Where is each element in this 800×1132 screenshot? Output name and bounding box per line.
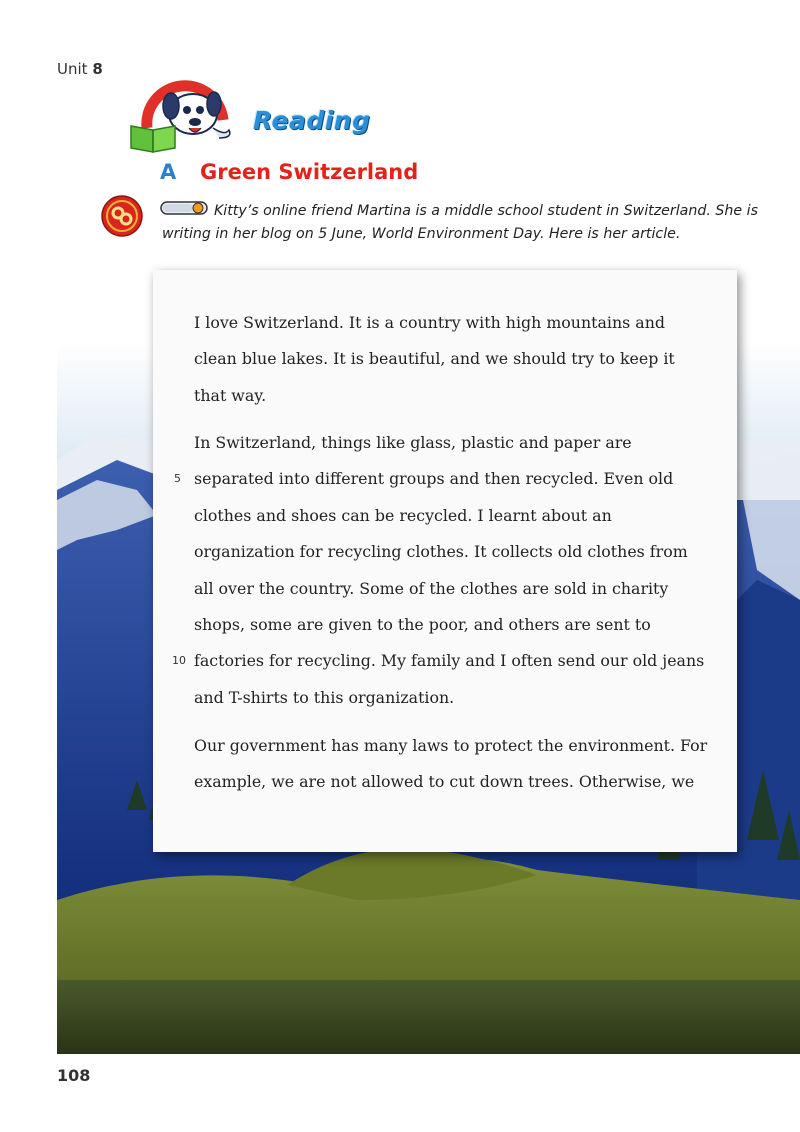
section-letter: A xyxy=(160,160,177,184)
audio-cd-icon[interactable] xyxy=(100,194,144,238)
intro-text: Kitty’s online friend Martina is a middle school student in Switzerland. She is writing in her blog on 5 June, World Environment Day. Here is her article. xyxy=(162,203,758,242)
unit-label-text: Unit xyxy=(57,60,88,78)
paragraph-line: and T-shirts to this organization. xyxy=(194,687,455,707)
paragraph-line: shops, some are given to the poor, and others are sent to xyxy=(194,614,651,634)
article-title: Green Switzerland xyxy=(200,160,419,184)
paragraph-2 xyxy=(194,425,714,716)
paragraph-line: organization for recycling clothes. It collects old clothes from xyxy=(194,542,688,562)
paragraph-line: In Switzerland, things like glass, plastic and paper are xyxy=(194,433,632,452)
paragraph-1 xyxy=(194,305,714,414)
line-number: 5 xyxy=(174,472,181,485)
paragraph-line: example, we are not allowed to cut down trees. Otherwise, we xyxy=(194,772,695,792)
paragraph-line: Our government has many laws to protect the environment. For xyxy=(194,736,708,755)
paragraph-line: clean blue lakes. It is beautiful, and we should try to keep it xyxy=(194,349,675,369)
unit-number: 8 xyxy=(92,60,103,78)
paragraph-line: that way. xyxy=(194,385,267,405)
open-book-icon xyxy=(131,126,175,152)
reading-logo xyxy=(125,70,235,160)
unit-label xyxy=(57,60,103,78)
section-heading: Reading xyxy=(253,106,371,135)
paragraph-3 xyxy=(194,728,714,801)
line-number: 10 xyxy=(172,654,186,667)
paragraph-line: I love Switzerland. It is a country with high mountains and xyxy=(194,313,665,332)
paragraph-line: clothes and shoes can be recycled. I learnt about an xyxy=(194,505,612,525)
paragraph-line: separated into different groups and then recycled. Even old xyxy=(194,469,674,489)
paragraph-line: all over the country. Some of the clothes are sold in charity xyxy=(194,578,669,598)
paragraph-line: factories for recycling. My family and I often send our old jeans xyxy=(194,651,705,671)
page-number: 108 xyxy=(57,1066,91,1085)
